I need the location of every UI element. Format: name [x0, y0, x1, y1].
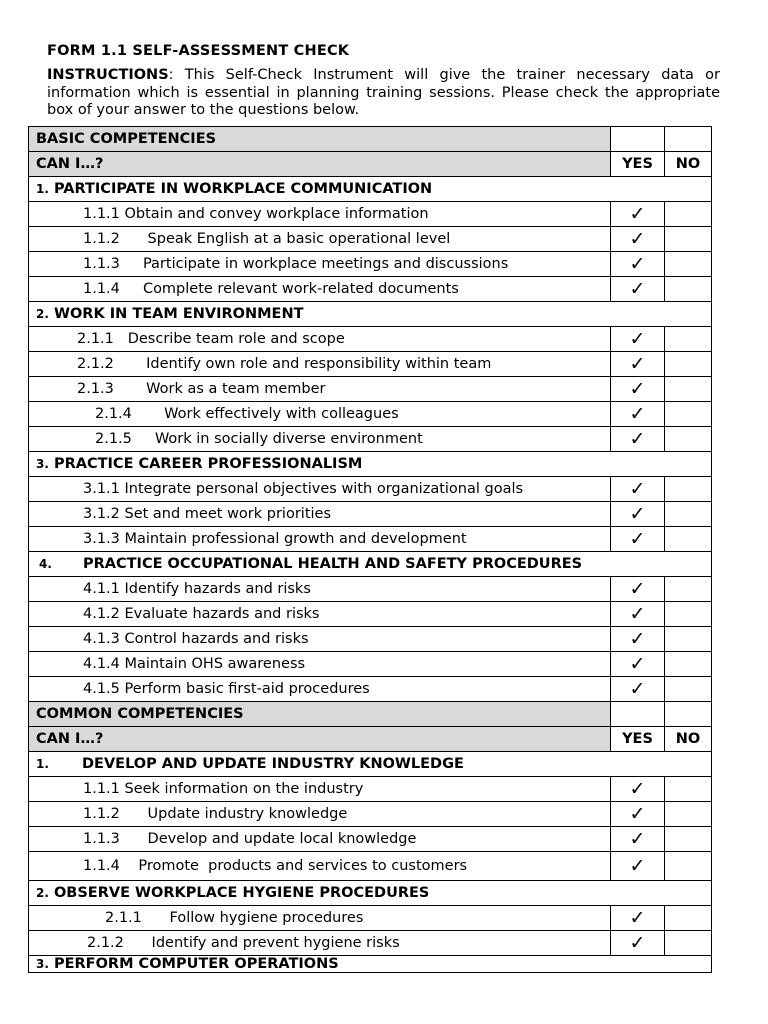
- yes-checkbox-cell[interactable]: [611, 377, 665, 402]
- no-checkbox-cell[interactable]: [665, 402, 712, 427]
- competency-heading: [29, 302, 712, 327]
- no-checkbox-cell[interactable]: [665, 477, 712, 502]
- check-icon: ✓: [629, 252, 646, 275]
- item-label: 4.1.2 Evaluate hazards and risks: [29, 602, 611, 627]
- item-row: [29, 277, 712, 302]
- item-row: [29, 602, 712, 627]
- can-i-row-basic: [29, 152, 712, 177]
- can-i-label: CAN I…?: [29, 152, 611, 177]
- instructions-text: : This Self-Check Instrument will give the trainer necessary data or information which is essential in planning training sessions. Please check the appropriate box of your answer to the questions below.: [47, 67, 720, 118]
- no-cell: [665, 702, 712, 727]
- check-icon: ✓: [629, 227, 646, 250]
- no-checkbox-cell[interactable]: [665, 906, 712, 931]
- yes-checkbox-cell[interactable]: [611, 627, 665, 652]
- no-header: NO: [665, 727, 712, 752]
- item-row: [29, 677, 712, 702]
- no-checkbox-cell[interactable]: [665, 202, 712, 227]
- item-row: [29, 777, 712, 802]
- item-row: [29, 527, 712, 552]
- yes-checkbox-cell[interactable]: [611, 677, 665, 702]
- item-label: 2.1.3 Work as a team member: [29, 377, 611, 402]
- check-icon: ✓: [629, 477, 646, 500]
- yes-checkbox-cell[interactable]: [611, 852, 665, 881]
- no-checkbox-cell[interactable]: [665, 227, 712, 252]
- yes-checkbox-cell[interactable]: [611, 252, 665, 277]
- yes-checkbox-cell[interactable]: [611, 602, 665, 627]
- item-row: [29, 227, 712, 252]
- yes-header: YES: [611, 727, 665, 752]
- item-label: 4.1.3 Control hazards and risks: [29, 627, 611, 652]
- heading-row: [29, 552, 712, 577]
- yes-checkbox-cell[interactable]: [611, 427, 665, 452]
- check-icon: ✓: [629, 577, 646, 600]
- yes-checkbox-cell[interactable]: [611, 827, 665, 852]
- no-checkbox-cell[interactable]: [665, 931, 712, 956]
- item-row: [29, 477, 712, 502]
- yes-checkbox-cell[interactable]: [611, 577, 665, 602]
- heading-number: 3.: [36, 457, 49, 471]
- no-checkbox-cell[interactable]: [665, 677, 712, 702]
- item-label: 3.1.2 Set and meet work priorities: [29, 502, 611, 527]
- heading-text: OBSERVE WORKPLACE HYGIENE PROCEDURES: [53, 885, 430, 901]
- item-row: [29, 852, 712, 881]
- item-label: 2.1.2 Identify own role and responsibility within team: [29, 352, 611, 377]
- item-row: [29, 802, 712, 827]
- item-label: 1.1.3 Participate in workplace meetings and discussions: [29, 252, 611, 277]
- check-icon: ✓: [629, 277, 646, 300]
- no-checkbox-cell[interactable]: [665, 577, 712, 602]
- heading-text: PRACTICE CAREER PROFESSIONALISM: [53, 456, 363, 472]
- no-checkbox-cell[interactable]: [665, 652, 712, 677]
- competency-heading: [29, 552, 712, 577]
- can-i-label: CAN I…?: [29, 727, 611, 752]
- yes-checkbox-cell[interactable]: [611, 527, 665, 552]
- check-icon: ✓: [629, 854, 646, 877]
- check-icon: ✓: [629, 502, 646, 525]
- item-row: [29, 252, 712, 277]
- check-icon: ✓: [629, 777, 646, 800]
- check-icon: ✓: [629, 802, 646, 825]
- instructions: [47, 67, 720, 120]
- item-row: [29, 652, 712, 677]
- instructions-label: INSTRUCTIONS: [47, 67, 169, 83]
- heading-number: 4.: [39, 557, 52, 571]
- item-label: 1.1.2 Update industry knowledge: [29, 802, 611, 827]
- item-row: [29, 827, 712, 852]
- item-label: 1.1.4 Promote products and services to customers: [29, 852, 611, 881]
- no-checkbox-cell[interactable]: [665, 827, 712, 852]
- no-checkbox-cell[interactable]: [665, 852, 712, 881]
- item-label: 2.1.2 Identify and prevent hygiene risks: [29, 931, 611, 956]
- yes-checkbox-cell[interactable]: [611, 202, 665, 227]
- can-i-row-common: [29, 727, 712, 752]
- section-row-basic: [29, 127, 712, 152]
- section-row-common: [29, 702, 712, 727]
- check-icon: ✓: [629, 402, 646, 425]
- heading-number: 1.: [36, 757, 49, 771]
- item-label: 1.1.2 Speak English at a basic operational level: [29, 227, 611, 252]
- yes-checkbox-cell[interactable]: [611, 477, 665, 502]
- item-label: 1.1.3 Develop and update local knowledge: [29, 827, 611, 852]
- self-assessment-table: [28, 126, 712, 973]
- no-checkbox-cell[interactable]: [665, 352, 712, 377]
- yes-header: YES: [611, 152, 665, 177]
- item-label: 4.1.4 Maintain OHS awareness: [29, 652, 611, 677]
- no-checkbox-cell[interactable]: [665, 327, 712, 352]
- yes-cell: [611, 702, 665, 727]
- check-icon: ✓: [629, 827, 646, 850]
- no-checkbox-cell[interactable]: [665, 502, 712, 527]
- yes-checkbox-cell[interactable]: [611, 402, 665, 427]
- item-label: 1.1.1 Obtain and convey workplace information: [29, 202, 611, 227]
- check-icon: ✓: [629, 931, 646, 954]
- form-title: FORM 1.1 SELF-ASSESSMENT CHECK: [47, 43, 350, 59]
- item-row: [29, 427, 712, 452]
- item-row: [29, 931, 712, 956]
- competency-heading: [29, 752, 712, 777]
- yes-checkbox-cell[interactable]: [611, 777, 665, 802]
- item-row: [29, 627, 712, 652]
- heading-text: PRACTICE OCCUPATIONAL HEALTH AND SAFETY PROCEDURES: [83, 556, 583, 572]
- item-label: 2.1.1 Describe team role and scope: [29, 327, 611, 352]
- no-checkbox-cell[interactable]: [665, 377, 712, 402]
- yes-checkbox-cell[interactable]: [611, 502, 665, 527]
- item-row: [29, 202, 712, 227]
- yes-checkbox-cell[interactable]: [611, 802, 665, 827]
- yes-checkbox-cell[interactable]: [611, 906, 665, 931]
- heading-row: [29, 302, 712, 327]
- item-row: [29, 402, 712, 427]
- item-row: [29, 906, 712, 931]
- competency-heading: [29, 452, 712, 477]
- item-label: 1.1.1 Seek information on the industry: [29, 777, 611, 802]
- check-icon: ✓: [629, 327, 646, 350]
- section-title-basic: BASIC COMPETENCIES: [29, 127, 611, 152]
- competency-heading: [29, 956, 712, 973]
- check-icon: ✓: [629, 627, 646, 650]
- item-label: 2.1.5 Work in socially diverse environment: [29, 427, 611, 452]
- yes-checkbox-cell[interactable]: [611, 931, 665, 956]
- item-row: [29, 377, 712, 402]
- item-label: 4.1.5 Perform basic first-aid procedures: [29, 677, 611, 702]
- heading-text: WORK IN TEAM ENVIRONMENT: [53, 306, 304, 322]
- heading-row: [29, 752, 712, 777]
- no-checkbox-cell[interactable]: [665, 802, 712, 827]
- no-checkbox-cell[interactable]: [665, 602, 712, 627]
- check-icon: ✓: [629, 906, 646, 929]
- yes-checkbox-cell[interactable]: [611, 352, 665, 377]
- item-label: 3.1.3 Maintain professional growth and development: [29, 527, 611, 552]
- no-cell: [665, 127, 712, 152]
- competency-heading: [29, 177, 712, 202]
- section-title-common: COMMON COMPETENCIES: [29, 702, 611, 727]
- yes-cell: [611, 127, 665, 152]
- heading-number: 2.: [36, 307, 49, 321]
- check-icon: ✓: [629, 602, 646, 625]
- item-label: 2.1.4 Work effectively with colleagues: [29, 402, 611, 427]
- item-label: 1.1.4 Complete relevant work-related documents: [29, 277, 611, 302]
- heading-number: 1.: [36, 182, 49, 196]
- no-checkbox-cell[interactable]: [665, 427, 712, 452]
- item-label: 2.1.1 Follow hygiene procedures: [29, 906, 611, 931]
- heading-row: [29, 881, 712, 906]
- yes-checkbox-cell[interactable]: [611, 652, 665, 677]
- item-label: 4.1.1 Identify hazards and risks: [29, 577, 611, 602]
- no-checkbox-cell[interactable]: [665, 777, 712, 802]
- check-icon: ✓: [629, 377, 646, 400]
- item-row: [29, 352, 712, 377]
- heading-number: 2.: [36, 886, 49, 900]
- heading-text: PARTICIPATE IN WORKPLACE COMMUNICATION: [53, 181, 433, 197]
- heading-row: [29, 452, 712, 477]
- yes-checkbox-cell[interactable]: [611, 327, 665, 352]
- check-icon: ✓: [629, 427, 646, 450]
- heading-row: [29, 177, 712, 202]
- check-icon: ✓: [629, 527, 646, 550]
- no-checkbox-cell[interactable]: [665, 627, 712, 652]
- heading-row: [29, 956, 712, 973]
- no-checkbox-cell[interactable]: [665, 252, 712, 277]
- heading-text: DEVELOP AND UPDATE INDUSTRY KNOWLEDGE: [82, 756, 464, 772]
- competency-heading: [29, 881, 712, 906]
- no-checkbox-cell[interactable]: [665, 277, 712, 302]
- yes-checkbox-cell[interactable]: [611, 277, 665, 302]
- no-header: NO: [665, 152, 712, 177]
- item-row: [29, 577, 712, 602]
- item-label: 3.1.1 Integrate personal objectives with organizational goals: [29, 477, 611, 502]
- item-row: [29, 327, 712, 352]
- check-icon: ✓: [629, 202, 646, 225]
- heading-number: 3.: [36, 957, 49, 971]
- check-icon: ✓: [629, 352, 646, 375]
- yes-checkbox-cell[interactable]: [611, 227, 665, 252]
- item-row: [29, 502, 712, 527]
- heading-text: PERFORM COMPUTER OPERATIONS: [53, 956, 339, 972]
- no-checkbox-cell[interactable]: [665, 527, 712, 552]
- check-icon: ✓: [629, 652, 646, 675]
- check-icon: ✓: [629, 677, 646, 700]
